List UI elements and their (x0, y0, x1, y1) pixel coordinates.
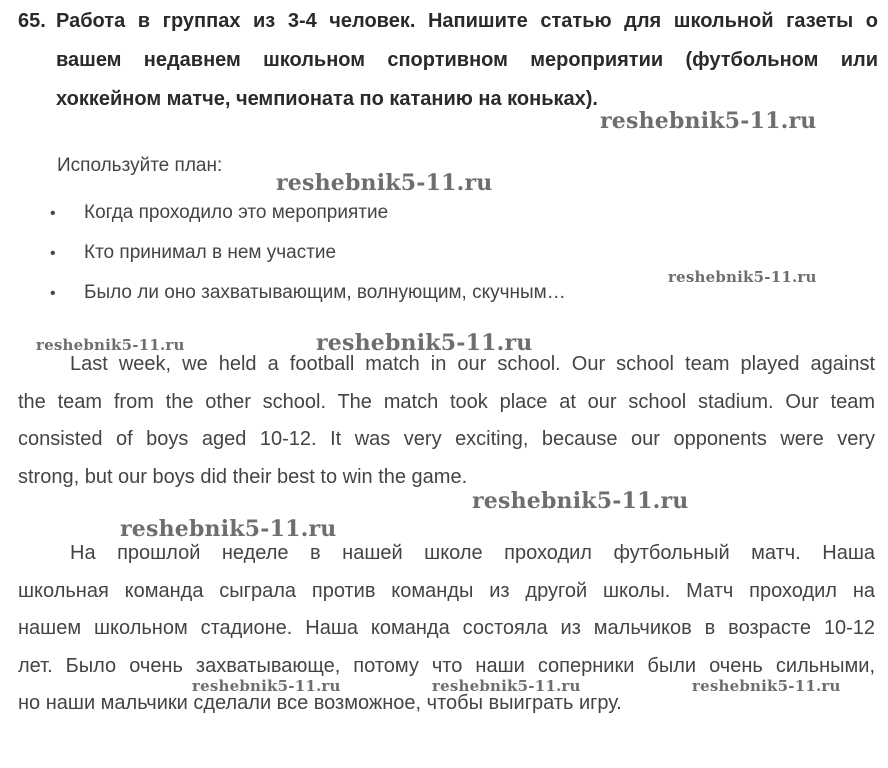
russian-line: лет. Было очень захватывающе, потому что наши соперники были очень сильными, (18, 654, 875, 677)
task-line-2: вашем недавнем школьном спортивном мероприятии (футбольном или (56, 49, 878, 71)
plan-item-text: Когда проходило это мероприятие (84, 202, 389, 223)
plan-item-text: Было ли оно захватывающим, волнующим, скучным… (84, 282, 566, 303)
task-line-3: хоккейном матче, чемпионата по катанию на коньках). (56, 88, 598, 110)
watermark: reshebnik5-11.ru (276, 170, 493, 196)
watermark: reshebnik5-11.ru (432, 677, 581, 695)
english-line: strong, but our boys did their best to win the game. (18, 465, 468, 488)
watermark: reshebnik5-11.ru (472, 488, 689, 514)
plan-item-text: Кто принимал в нем участие (84, 242, 337, 263)
english-paragraph (18, 346, 875, 496)
english-line: the team from the other school. The match took place at our school stadium. Our team (18, 390, 875, 413)
bullet-icon: • (50, 285, 56, 302)
watermark: reshebnik5-11.ru (36, 336, 185, 354)
english-line: consisted of boys aged 10-12. It was very exciting, because our opponents were very (18, 428, 875, 450)
russian-line: нашем школьном стадионе. Наша команда состояла из мальчиков в возрасте 10-12 (18, 617, 875, 639)
plan-item (50, 233, 566, 273)
bullet-icon: • (50, 205, 56, 222)
watermark: reshebnik5-11.ru (120, 516, 337, 542)
plan-item (50, 193, 566, 233)
russian-line: школьная команда сыграла против команды из другой школы. Матч проходил на (18, 579, 875, 602)
task-text-1: Работа в группах из 3-4 человек. Напишите статью для школьной газеты о (56, 10, 878, 32)
plan-list (50, 193, 566, 313)
plan-item (50, 273, 566, 313)
task-line-1 (18, 2, 878, 41)
russian-line: но наши мальчики сделали все возможное, чтобы выиграть игру. (18, 692, 622, 714)
watermark: reshebnik5-11.ru (316, 330, 533, 356)
plan-title: Используйте план: (57, 155, 223, 176)
english-line: Last week, we held a football match in our school. Our school team played against (70, 353, 875, 375)
task-heading (18, 2, 878, 119)
russian-line: На прошлой неделе в нашей школе проходил футбольный матч. Наша (70, 542, 875, 564)
watermark: reshebnik5-11.ru (668, 268, 817, 286)
watermark: reshebnik5-11.ru (692, 677, 841, 695)
watermark: reshebnik5-11.ru (192, 677, 341, 695)
watermark: reshebnik5-11.ru (600, 108, 817, 134)
task-number: 65. (18, 10, 46, 32)
bullet-icon: • (50, 245, 56, 262)
